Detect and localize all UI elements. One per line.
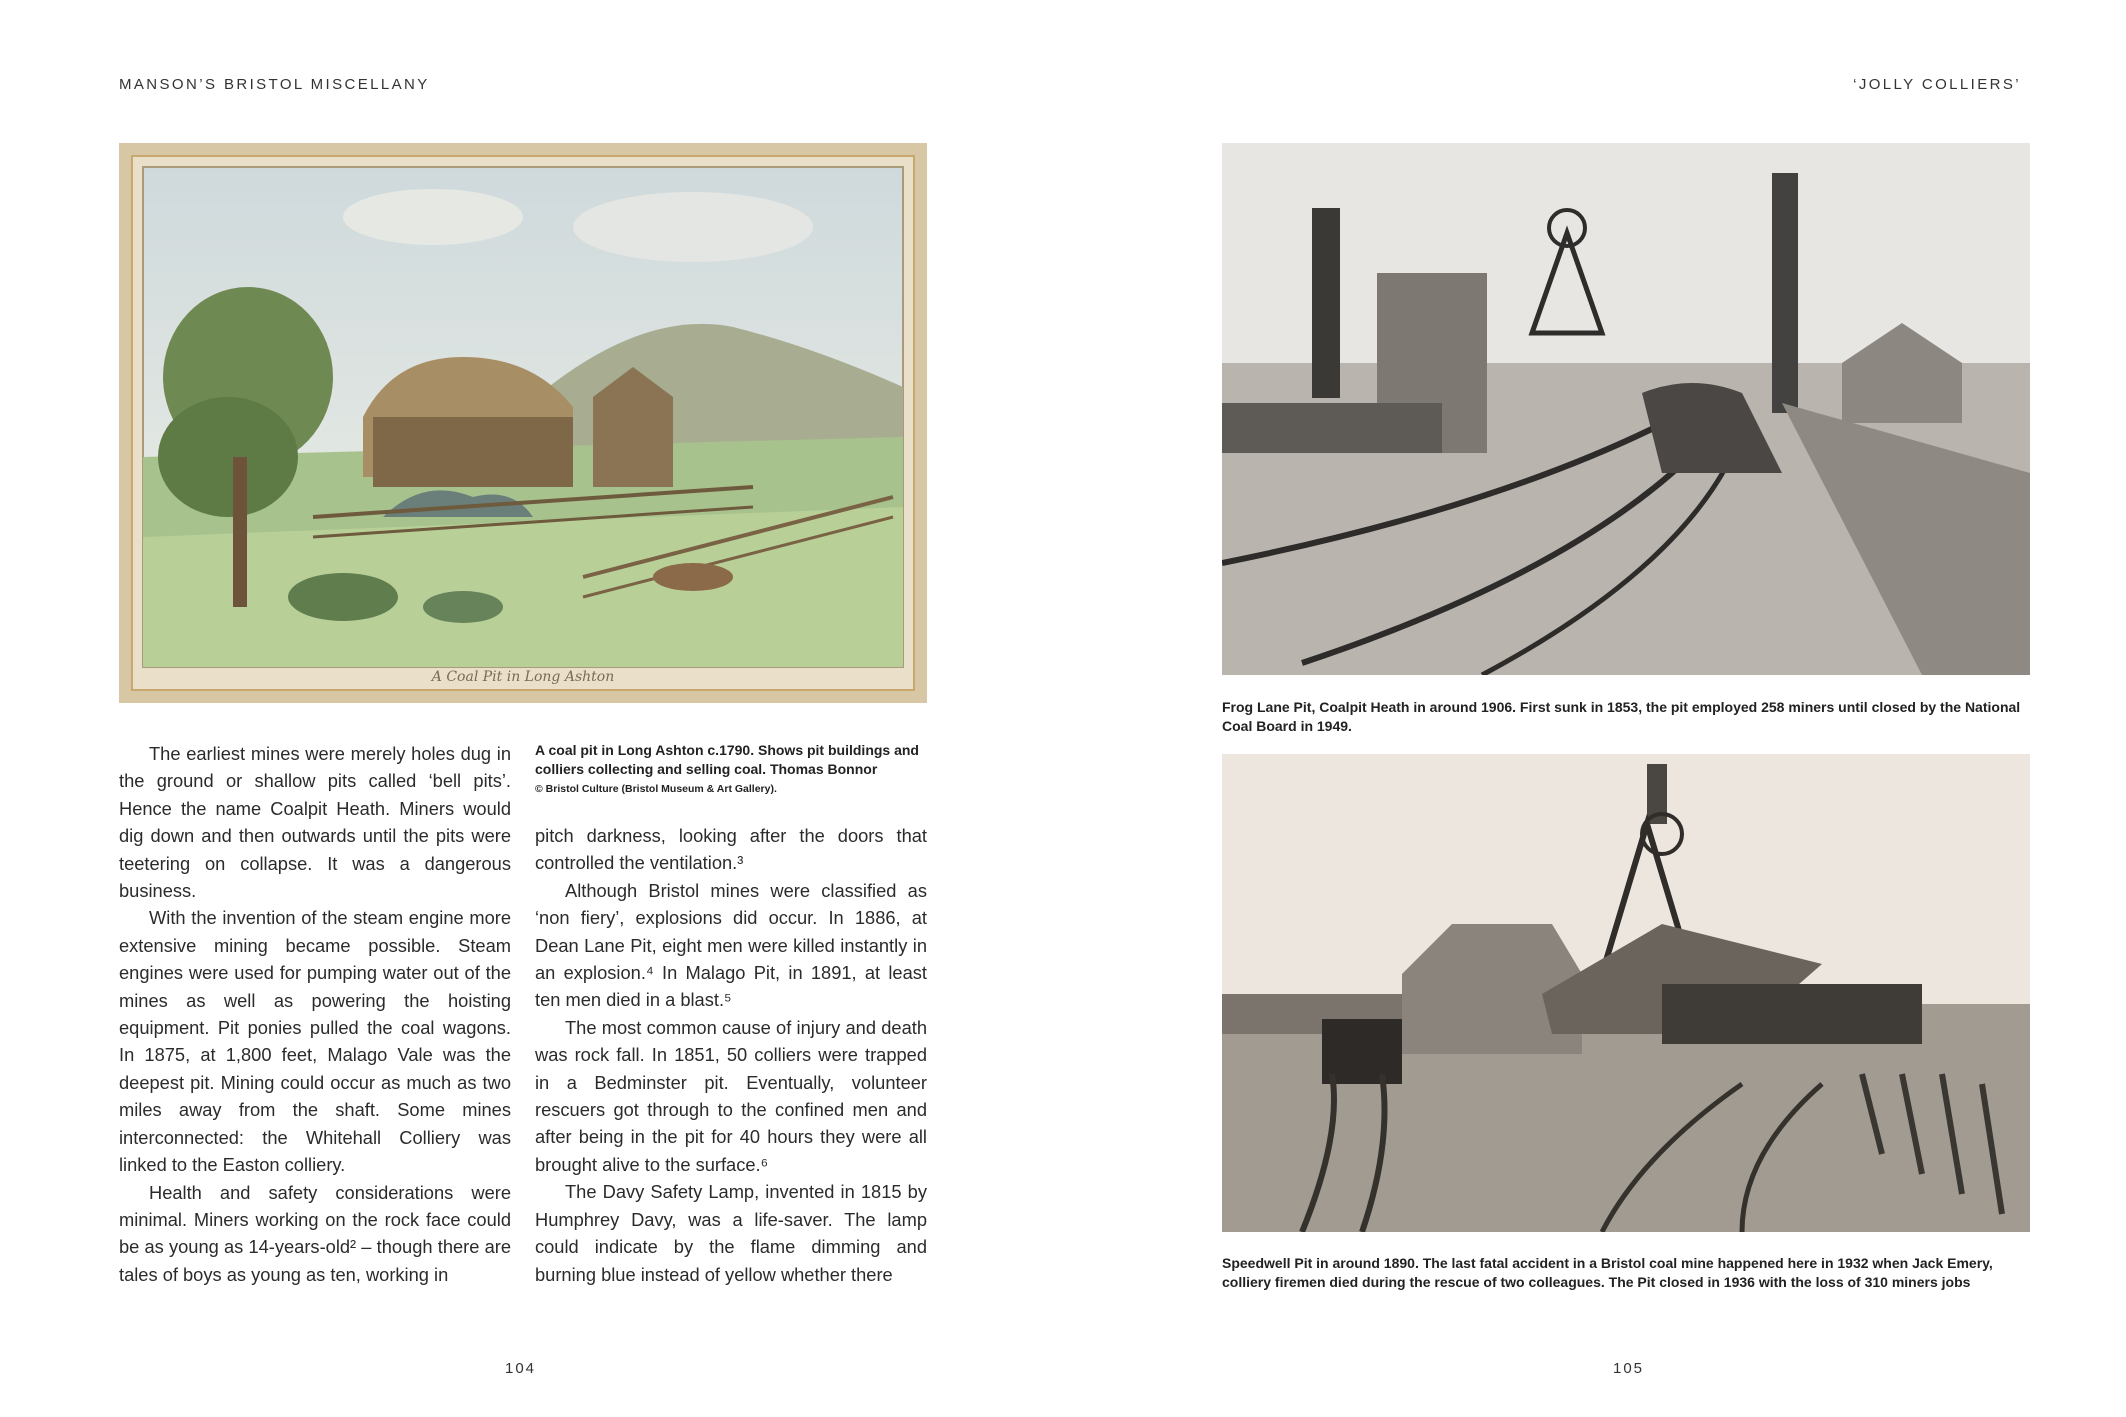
paragraph: The Davy Safety Lamp, invented in 1815 by Humphrey Davy, was a life-saver. The lamp could indicate by the flame dimming and burning blue instead of yellow whether there [535,1181,927,1285]
painting-caption-text: A coal pit in Long Ashton c.1790. Shows pit buildings and colliers collecting and selling coal. Thomas Bonnor [535,742,919,777]
photo-illustration [1222,754,2030,1232]
page-number-left: 104 [505,1360,537,1377]
painting-caption-credit: © Bristol Culture (Bristol Museum & Art Gallery). [535,783,777,795]
speedwell-pit-photo [1222,754,2030,1232]
painting-inscription: A Coal Pit in Long Ashton [431,669,615,685]
coal-pit-painting [119,143,927,703]
body-column-2 [535,822,927,1288]
page-number-right: 105 [1613,1360,1645,1377]
paragraph: pitch darkness, looking after the doors that controlled the ventilation.³ [535,825,927,874]
running-head-left: MANSON’S BRISTOL MISCELLANY [119,76,430,93]
right-page [1063,0,2126,1417]
painting-mat [131,155,915,691]
paragraph: Although Bristol mines were classified as ‘non fiery’, explosions did occur. In 1886, at Dean Lane Pit, eight men were killed instantly in an explosion.⁴ In Malago Pit, in 1891, at least ten men died in a blast.⁵ [535,879,927,1011]
running-head-right: ‘JOLLY COLLIERS’ [1853,76,2021,93]
paragraph: The earliest mines were merely holes dug in the ground or shallow pits called ‘bell pits’. Hence the name Coalpit Heath. Miners would dig down and then outwards until the pits were teetering on collapse. It was a dangerous business. [119,743,511,902]
frog-lane-pit-photo [1222,143,2030,675]
painting-caption [535,741,935,799]
speedwell-pit-caption: Speedwell Pit in around 1890. The last fatal accident in a Bristol coal mine happened here in 1932 when Jack Emery, colliery firemen died during the rescue of two colleagues. The Pit closed in 1936 with the loss of 310 miners jobs [1222,1255,1993,1290]
paragraph: With the invention of the steam engine more extensive mining became possible. Steam engines were used for pumping water out of the mines as well as powering the hoisting equipment. Pit ponies pulled the coal wagons. In 1875, at 1,800 feet, Malago Vale was the deepest pit. Mining could occur as much as two miles away from the shaft. Some mines interconnected: the Whitehall Colliery was linked to the Easton colliery. [119,907,511,1176]
paragraph: Health and safety considerations were minimal. Miners working on the rock face could be as young as 14-years-old² – though there are tales of boys as young as ten, working in [119,1181,511,1285]
body-column-1 [119,740,511,1288]
photo-illustration [1222,143,2030,675]
paragraph: The most common cause of injury and death was rock fall. In 1851, 50 colliers were trapped in a Bedminster pit. Eventually, volunteer rescuers got through to the confined men and after being in the pit for 40 hours they were all brought alive to the surface.⁶ [535,1016,927,1175]
frog-lane-pit-caption: Frog Lane Pit, Coalpit Heath in around 1906. First sunk in 1853, the pit employed 258 miners until closed by the National Coal Board in 1949. [1222,699,2021,734]
painting-illustration [133,157,913,689]
